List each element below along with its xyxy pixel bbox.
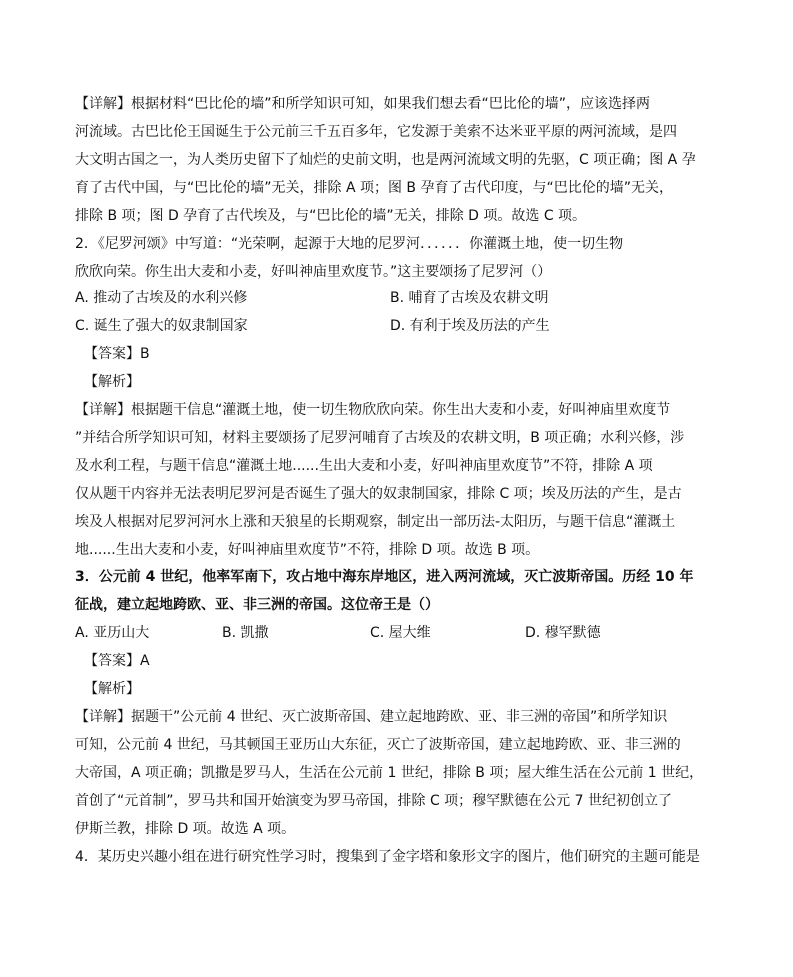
q2-answer: 【答案】B <box>84 346 150 362</box>
q2-analysis-heading: 【解析】 <box>84 374 140 390</box>
q3-option-d: D. 穆罕默德 <box>525 625 601 641</box>
q3-option-a: A. 亚历山大 <box>75 625 150 641</box>
q3-option-c: C. 屋大维 <box>370 625 431 641</box>
q2-explain-line-4: 仅从题干内容并无法表明尼罗河是否诞生了强大的奴隶制国家，排除 C 项；埃及历法的产生，是古 <box>75 486 682 502</box>
q1-explain-line-1: 【详解】根据材料“巴比伦的墙”和所学知识可知，如果我们想去看“巴比伦的墙”，应该选择两 <box>75 96 651 112</box>
q3-explain-line-3: 大帝国，A 项正确；凯撒是罗马人，生活在公元前 1 世纪，排除 B 项；屋大维生活在公元前 1 世纪， <box>75 765 704 781</box>
q3-explain-line-2: 可知，公元前 4 世纪，马其顿国王亚历山大东征，灭亡了波斯帝国，建立起地跨欧、亚、非三洲的 <box>75 737 681 753</box>
q3-explain-line-1: 【详解】据题干”公元前 4 世纪、灭亡波斯帝国、建立起地跨欧、亚、非三洲的帝国”和所学知识 <box>75 709 668 725</box>
q3-option-b: B. 凯撒 <box>222 625 269 641</box>
q2-option-d: D. 有利于埃及历法的产生 <box>390 318 550 334</box>
q2-explain-line-3: 及水利工程，与题干信息“灌溉土地......生出大麦和小麦，好叫神庙里欢度节”不符，排除 A 项 <box>75 458 653 474</box>
q2-explain-line-6: 地......生出大麦和小麦，好叫神庙里欢度节”不符，排除 D 项。故选 B 项。 <box>75 542 540 558</box>
q2-option-b: B. 哺育了古埃及农耕文明 <box>390 290 549 306</box>
q1-explain-line-5: 排除 B 项；图 D 孕育了古代埃及，与“巴比伦的墙”无关，排除 D 项。故选 C 项。 <box>75 208 587 224</box>
q1-explain-line-3: 大文明古国之一，为人类历史留下了灿烂的史前文明，也是两河流域文明的先驱，C 项正确；图 A 孕 <box>75 152 696 168</box>
q1-explain-line-2: 河流域。古巴比伦王国诞生于公元前三千五百多年，它发源于美索不达米亚平原的两河流域，是四 <box>75 124 677 140</box>
q2-option-c: C. 诞生了强大的奴隶制国家 <box>75 318 248 334</box>
q1-explain-line-4: 育了古代中国，与“巴比伦的墙”无关，排除 A 项；图 B 孕育了古代印度，与“巴比伦的墙”无关， <box>75 180 673 196</box>
q2-explain-line-1: 【详解】根据题干信息“灌溉土地，使一切生物欣欣向荣。你生出大麦和小麦，好叫神庙里欢度节 <box>75 402 671 418</box>
q2-explain-line-5: 埃及人根据对尼罗河河水上涨和天狼星的长期观察，制定出一部历法-太阳历，与题干信息“灌溉土 <box>75 514 676 530</box>
q3-analysis-heading: 【解析】 <box>84 681 140 697</box>
q3-stem-line-1: 3．公元前 4 世纪，他率军南下，攻占地中海东岸地区，进入两河流域，灭亡波斯帝国。历经 10 年 <box>75 569 694 585</box>
q2-stem-line-2: 欣欣向荣。你生出大麦和小麦，好叫神庙里欢度节。”这主要颂扬了尼罗河（） <box>75 264 552 280</box>
q2-stem-line-1: 2．《尼罗河颂》中写道：“光荣啊，起源于大地的尼罗河．．．．．．你灌溉土地，使一切生物 <box>75 236 624 252</box>
q4-stem-line-1: 4．某历史兴趣小组在进行研究性学习时，搜集到了金字塔和象形文字的图片，他们研究的主题可能是 <box>75 849 700 865</box>
q2-explain-line-2: ”并结合所学知识可知，材料主要颂扬了尼罗河哺育了古埃及的农耕文明，B 项正确；水利兴修，涉 <box>75 430 685 446</box>
q3-explain-line-5: 伊斯兰教，排除 D 项。故选 A 项。 <box>75 821 296 837</box>
q3-stem-line-2: 征战，建立起地跨欧、亚、非三洲的帝国。这位帝王是（） <box>75 597 439 613</box>
q3-explain-line-4: 首创了“元首制”，罗马共和国开始演变为罗马帝国，排除 C 项；穆罕默德在公元 7 世纪初创立了 <box>75 793 672 809</box>
q3-answer: 【答案】A <box>84 653 150 669</box>
q2-option-a: A. 推动了古埃及的水利兴修 <box>75 290 248 306</box>
